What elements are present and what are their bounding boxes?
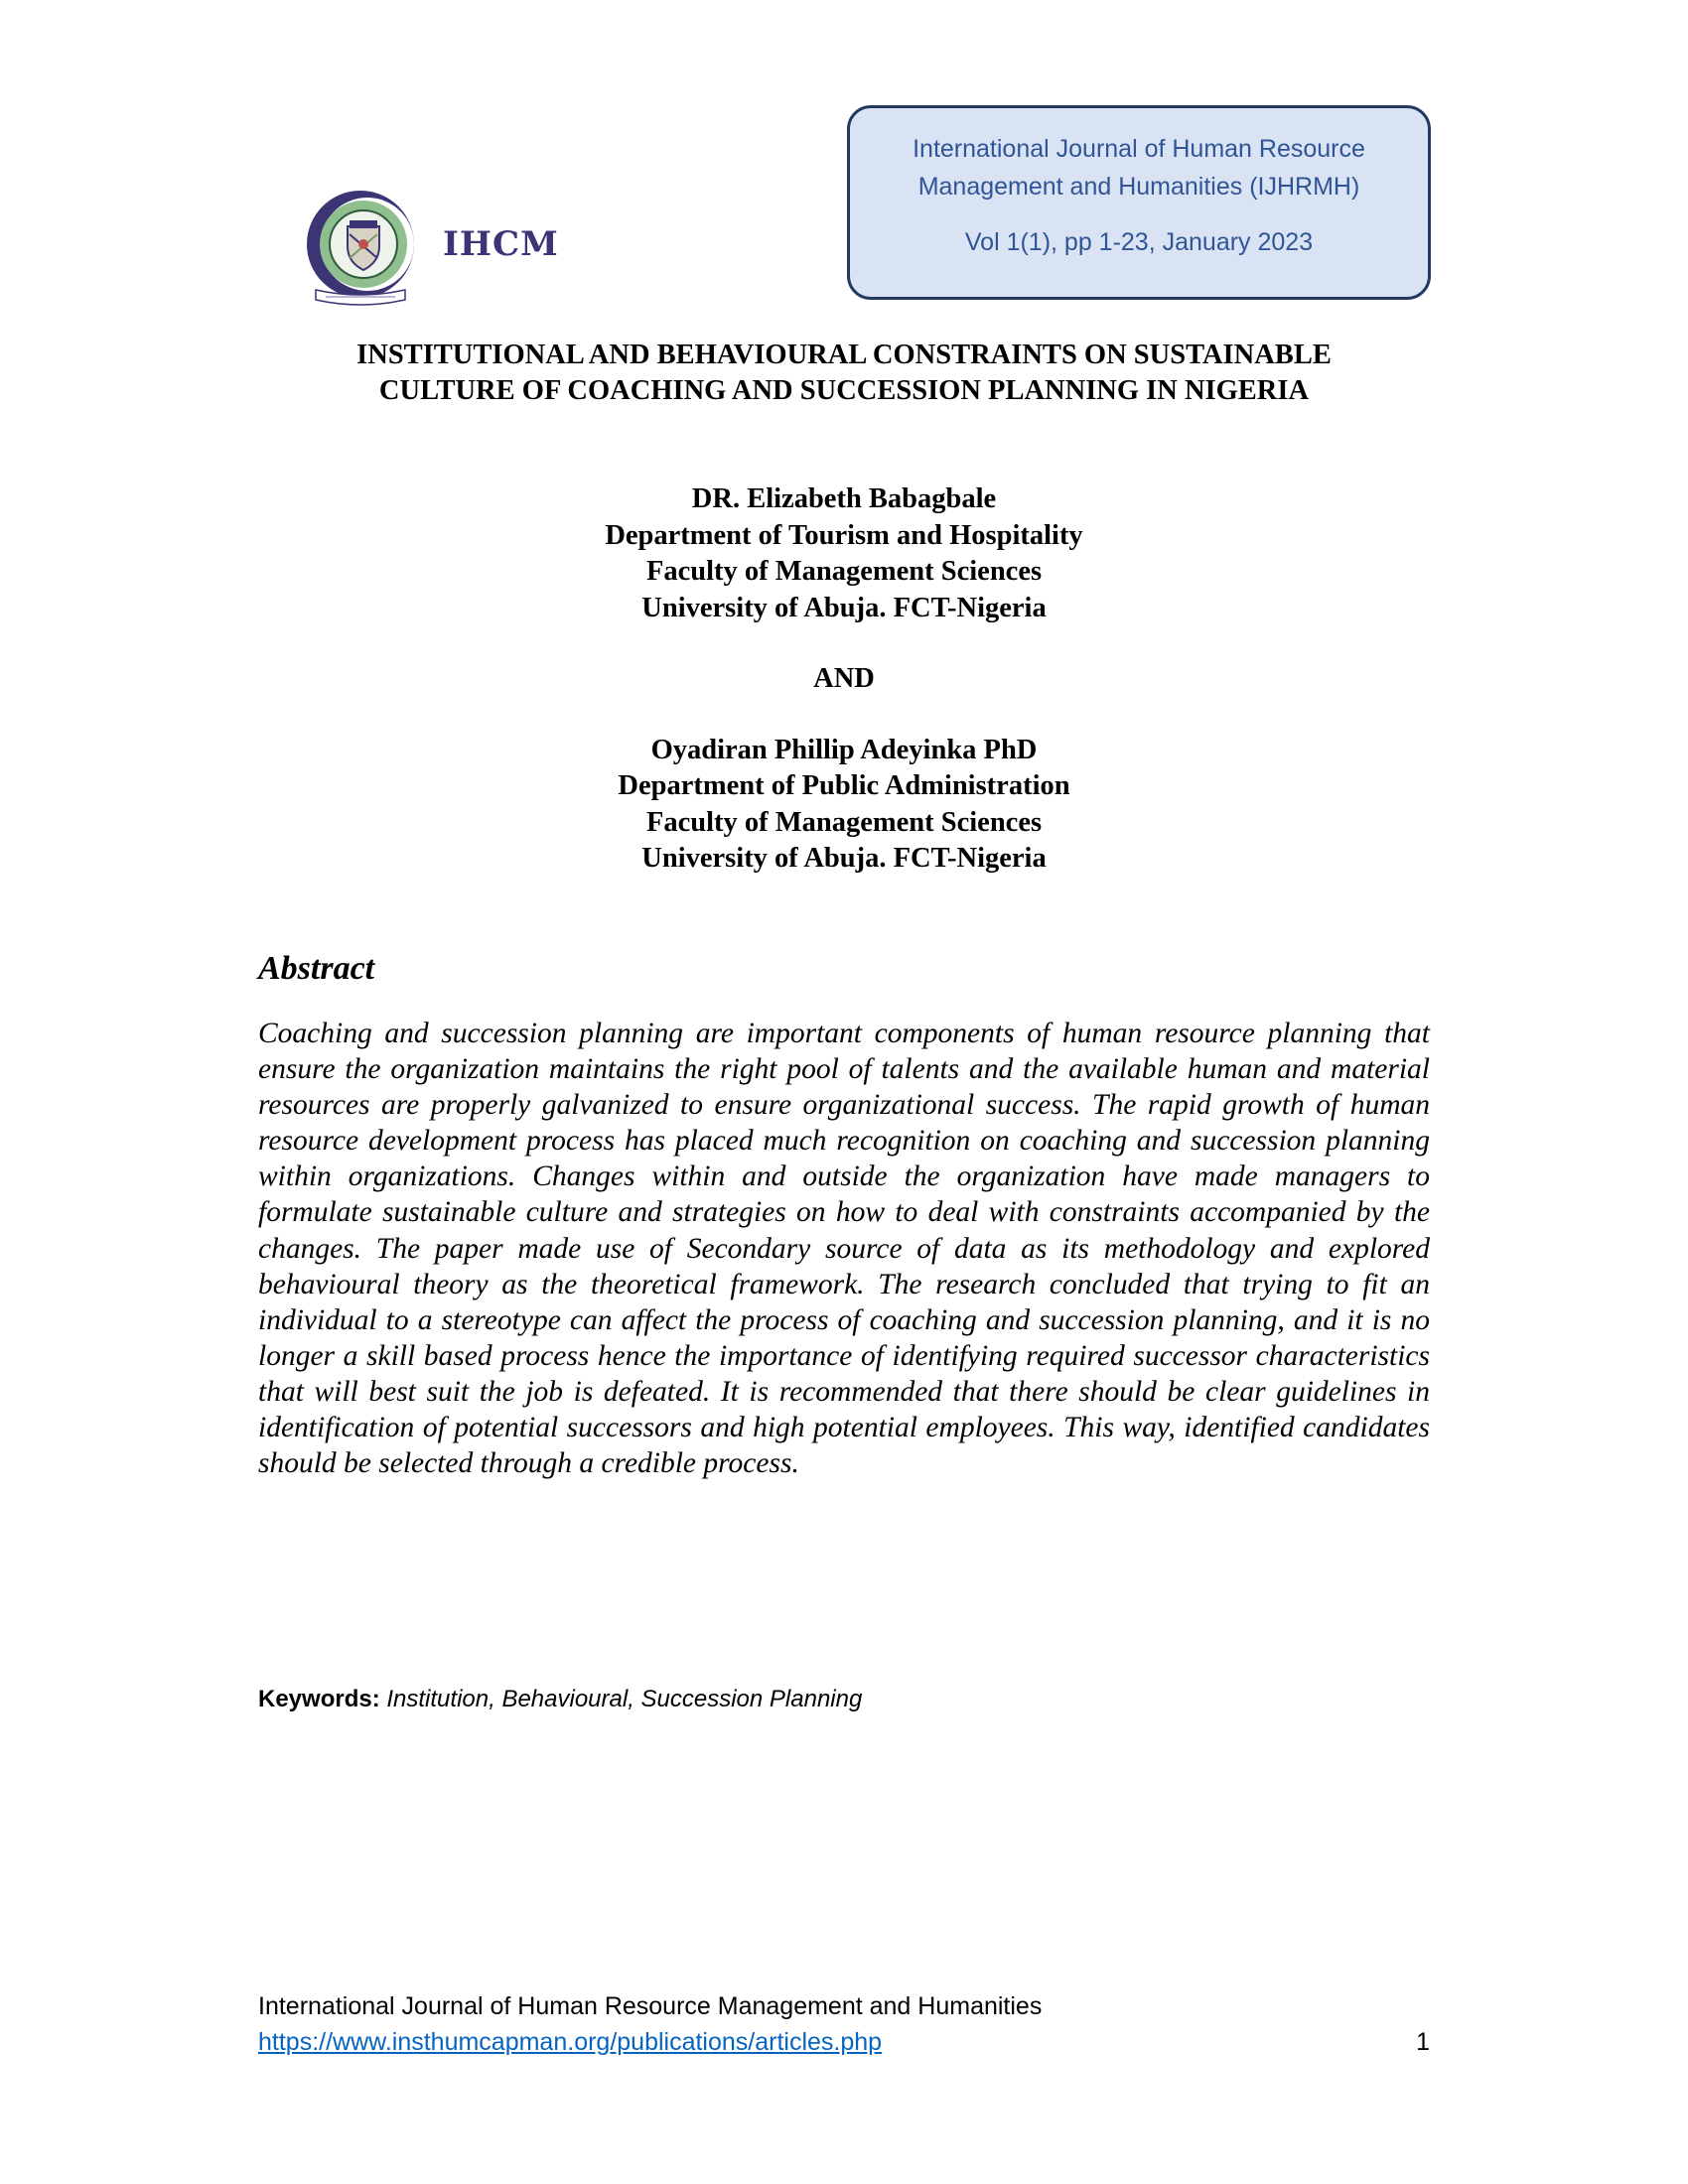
- volume-info: Vol 1(1), pp 1-23, January 2023: [964, 228, 1314, 256]
- author-separator: AND: [813, 663, 875, 694]
- author-faculty: Faculty of Management Sciences: [645, 806, 1043, 838]
- abstract-heading: Abstract: [258, 950, 375, 987]
- author-2: [199, 733, 1489, 878]
- footer-link[interactable]: https://www.insthumcapman.org/publications/articles.php: [258, 2028, 883, 2056]
- author-university: University of Abuja. FCT-Nigeria: [641, 592, 1047, 623]
- author-block: [199, 481, 1489, 878]
- page-footer: [258, 1988, 1430, 2060]
- logo-label: IHCM: [443, 224, 559, 264]
- keywords-label: Keywords:: [258, 1686, 380, 1712]
- title-line: CULTURE OF COACHING AND SUCCESSION PLANNING IN NIGERIA: [378, 375, 1310, 406]
- author-faculty: Faculty of Management Sciences: [645, 556, 1043, 587]
- page-number: 1: [1416, 2028, 1430, 2056]
- journal-name: [850, 130, 1428, 205]
- footer-journal: International Journal of Human Resource Management and Humanities: [258, 1992, 1043, 2020]
- author-university: University of Abuja. FCT-Nigeria: [641, 843, 1047, 874]
- author-name: DR. Elizabeth Babagbale: [691, 483, 997, 514]
- institute-seal-icon: [302, 187, 419, 312]
- author-name: Oyadiran Phillip Adeyinka PhD: [650, 734, 1038, 765]
- author-department: Department of Public Administration: [618, 770, 1070, 801]
- paper-title: [199, 338, 1489, 409]
- author-1: [199, 481, 1489, 626]
- abstract-text: Coaching and succession planning are important components of human resource planning that ensure the organization maintains the right pool of talents and the available human and material resources are properly galvanized to ensure organizational success. The rapid growth of human resource development process has placed much recognition on coaching and succession planning within organizations. Changes within and outside the organization have made managers to formulate sustainable culture and strategies on how to deal with constraints accompanied by the changes. The paper made use of Secondary source of data as its methodology and explored behavioural theory as the theoretical framework. The research concluded that trying to fit an individual to a stereotype can affect the process of coaching and succession planning, and it is no longer a skill based process hence the importance of identifying required successor characteristics that will best suit the job is defeated. It is recommended that there should be clear guidelines in identification of potential successors and high potential employees. This way, identified candidates should be selected through a credible process.: [258, 1018, 1430, 1480]
- keywords-value: Institution, Behavioural, Succession Planning: [386, 1686, 863, 1712]
- author-department: Department of Tourism and Hospitality: [605, 519, 1083, 551]
- journal-name-line: Management and Humanities (IJHRMH): [917, 173, 1360, 201]
- journal-name-line: International Journal of Human Resource: [913, 135, 1365, 163]
- keywords: [258, 1686, 862, 1713]
- title-line: INSTITUTIONAL AND BEHAVIOURAL CONSTRAINTS ON SUSTAINABLE: [356, 340, 1332, 370]
- journal-info-box: [847, 105, 1431, 300]
